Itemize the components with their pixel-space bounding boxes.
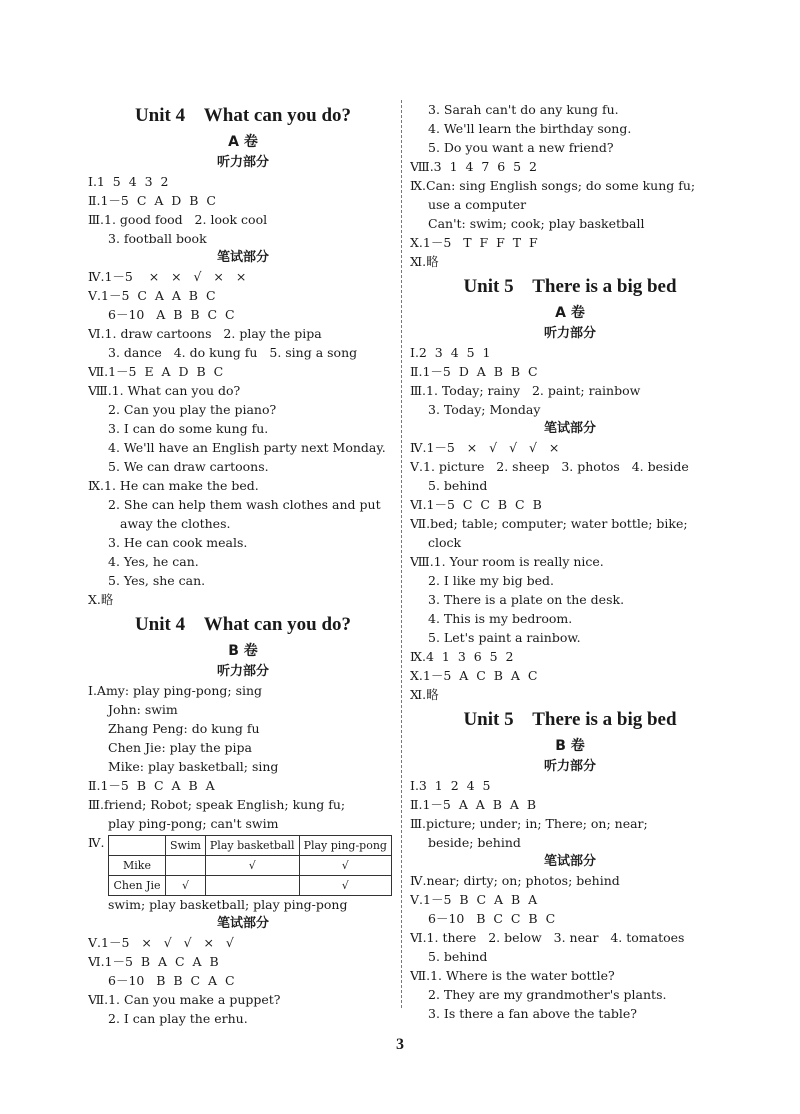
table-header: Play ping-pong (299, 836, 391, 856)
answer-line: 5. Let's paint a rainbow. (428, 630, 581, 645)
answer-line: 3. dance 4. do kung fu 5. sing a song (108, 345, 358, 360)
section-heading: 听力部分 (543, 759, 596, 774)
answer-line: 5. Do you want a new friend? (428, 140, 614, 155)
section-heading: 笔试部分 (216, 916, 269, 931)
unit-title: Unit 5 There is a big bed (463, 276, 677, 297)
answer-line: Chen Jie: play the pipa (108, 740, 253, 755)
paper-label: A 卷 (555, 305, 585, 321)
answer-line: Ⅲ.picture; under; in; There; on; near; (410, 816, 648, 831)
table-row (109, 876, 392, 896)
answer-line: Ⅸ.4 1 3 6 5 2 (410, 649, 514, 664)
section-heading: 听力部分 (216, 664, 269, 679)
answer-line: Ⅱ.1－5 D A B B C (410, 364, 538, 379)
answer-line: Ⅴ.1. picture 2. sheep 3. photos 4. beside (410, 459, 689, 474)
answer-line: 3. Today; Monday (428, 402, 541, 417)
section-heading: 笔试部分 (543, 854, 596, 869)
answer-line: Ⅳ. (88, 835, 105, 850)
answer-line: Ⅲ.friend; Robot; speak English; kung fu; (88, 797, 346, 812)
page-number: 3 (396, 1036, 404, 1053)
answer-line: Ⅵ.1－5 B A C A B (88, 954, 219, 969)
answer-line: Ⅴ.1－5 B C A B A (410, 892, 538, 907)
answer-line: Ⅹ.略 (88, 592, 114, 607)
paper-label: A 卷 (228, 134, 258, 150)
answer-line: 2. I can play the erhu. (108, 1011, 248, 1026)
answer-line: Mike: play basketball; sing (108, 759, 279, 774)
answer-line: 3. Sarah can't do any kung fu. (428, 102, 619, 117)
answer-line: 3. football book (108, 231, 207, 246)
table-cell: √ (299, 856, 391, 876)
answer-line: clock (428, 535, 462, 550)
paper-label: B 卷 (555, 738, 585, 754)
answer-line: Ⅴ.1－5 C A A B C (88, 288, 216, 303)
table-row-header: Chen Jie (109, 876, 166, 896)
answer-line: 3. I can do some kung fu. (108, 421, 269, 436)
table-cell (205, 876, 299, 896)
unit-title: Unit 4 What can you do? (134, 614, 352, 635)
right-column (410, 100, 730, 1023)
answer-line: 2. Can you play the piano? (108, 402, 277, 417)
answer-line: Ⅱ.1－5 C A D B C (88, 193, 216, 208)
answer-line: 5. Yes, she can. (108, 573, 206, 588)
answer-line: swim; play basketball; play ping-pong (108, 897, 348, 912)
answer-line: Ⅹ.1－5 T F F T F (410, 235, 538, 250)
answer-line: Ⅷ.3 1 4 7 6 5 2 (410, 159, 538, 174)
answer-line: 2. I like my big bed. (428, 573, 554, 588)
answer-line: Ⅱ.1－5 A A B A B (410, 797, 537, 812)
answer-line: 5. behind (428, 478, 488, 493)
table-cell (109, 836, 166, 856)
answer-line: Ⅵ.1－5 C C B C B (410, 497, 542, 512)
answer-line: 4. We'll have an English party next Monday. (108, 440, 386, 455)
answer-line: 2. She can help them wash clothes and put (108, 497, 381, 512)
answer-line: Ⅺ.略 (410, 687, 439, 702)
answer-line: use a computer (428, 197, 527, 212)
answer-line: 3. Is there a fan above the table? (428, 1006, 638, 1021)
answer-line: Ⅲ.1. good food 2. look cool (88, 212, 268, 227)
answer-line: 4. We'll learn the birthday song. (428, 121, 632, 136)
answer-line: 4. This is my bedroom. (428, 611, 573, 626)
answer-line: 6－10 A B B C C (108, 307, 235, 322)
answer-line: 6－10 B C C B C (428, 911, 556, 926)
table-cell: √ (299, 876, 391, 896)
table-row (109, 856, 392, 876)
answer-line: 3. He can cook meals. (108, 535, 248, 550)
table-row (109, 836, 392, 856)
answer-line: 5. behind (428, 949, 488, 964)
table-cell: √ (166, 876, 206, 896)
section-heading: 笔试部分 (543, 421, 596, 436)
answer-line: Ⅳ.1－5 × √ √ √ × (410, 440, 560, 455)
answer-line: 3. There is a plate on the desk. (428, 592, 625, 607)
unit-title: Unit 5 There is a big bed (463, 709, 677, 730)
answer-line: 2. They are my grandmother's plants. (428, 987, 667, 1002)
answer-line: beside; behind (428, 835, 521, 850)
answer-line: Ⅰ.Amy: play ping-pong; sing (88, 683, 263, 698)
section-heading: 听力部分 (543, 326, 596, 341)
answer-line: Ⅺ.略 (410, 254, 439, 269)
answer-line: Ⅴ.1－5 × √ √ × √ (88, 935, 234, 950)
answer-line: Can't: swim; cook; play basketball (428, 216, 645, 231)
answer-line: Ⅶ.1. Can you make a puppet? (88, 992, 281, 1007)
answer-line: Ⅶ.1－5 E A D B C (88, 364, 224, 379)
section-heading: 笔试部分 (216, 250, 269, 265)
answer-table (108, 835, 392, 896)
answer-line: Ⅷ.1. What can you do? (88, 383, 241, 398)
answer-line: Ⅳ.1－5 × × √ × × (88, 269, 247, 284)
column-divider (401, 100, 402, 1008)
answer-line: Ⅰ.1 5 4 3 2 (88, 174, 169, 189)
answer-line: Ⅱ.1－5 B C A B A (88, 778, 215, 793)
unit-title: Unit 4 What can you do? (134, 105, 352, 126)
answer-line: 5. We can draw cartoons. (108, 459, 269, 474)
answer-line: Ⅷ.1. Your room is really nice. (410, 554, 604, 569)
section-heading: 听力部分 (216, 155, 269, 170)
answer-line: away the clothes. (120, 516, 231, 531)
answer-line: Ⅳ.near; dirty; on; photos; behind (410, 873, 620, 888)
answer-table-block (88, 833, 398, 895)
answer-line: Zhang Peng: do kung fu (108, 721, 260, 736)
answer-line: Ⅶ.1. Where is the water bottle? (410, 968, 615, 983)
table-header: Play basketball (205, 836, 299, 856)
answer-line: Ⅲ.1. Today; rainy 2. paint; rainbow (410, 383, 641, 398)
answer-line: play ping-pong; can't swim (108, 816, 279, 831)
paper-label: B 卷 (228, 643, 258, 659)
answer-line: 6－10 B B C A C (108, 973, 235, 988)
table-row-header: Mike (109, 856, 166, 876)
answer-line: Ⅰ.2 3 4 5 1 (410, 345, 491, 360)
table-header: Swim (166, 836, 206, 856)
answer-line: Ⅶ.bed; table; computer; water bottle; bike; (410, 516, 688, 531)
answer-line: Ⅵ.1. draw cartoons 2. play the pipa (88, 326, 322, 341)
answer-line: Ⅵ.1. there 2. below 3. near 4. tomatoes (410, 930, 685, 945)
table-cell (166, 856, 206, 876)
table-cell: √ (205, 856, 299, 876)
answer-line: Ⅰ.3 1 2 4 5 (410, 778, 491, 793)
answer-line: Ⅹ.1－5 A C B A C (410, 668, 538, 683)
left-column (88, 100, 398, 1028)
answer-line: 4. Yes, he can. (108, 554, 199, 569)
answer-line: Ⅸ.1. He can make the bed. (88, 478, 259, 493)
answer-line: Ⅸ.Can: sing English songs; do some kung fu; (410, 178, 696, 193)
answer-line: John: swim (108, 702, 178, 717)
